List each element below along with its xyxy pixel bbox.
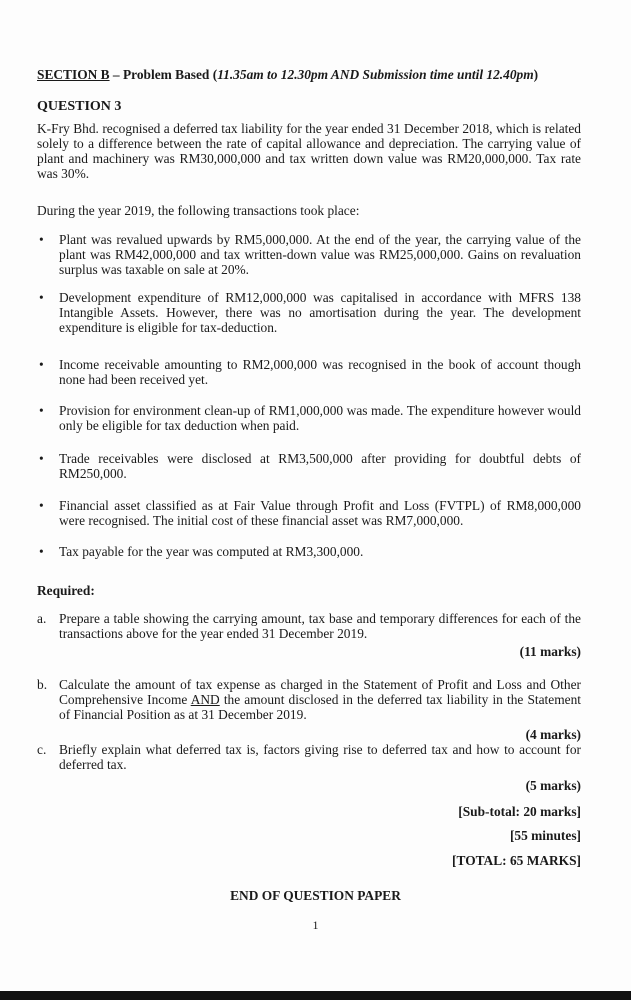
- intro-paragraph: K-Fry Bhd. recognised a deferred tax liability for the year ended 31 December 2018, which is related solely to a difference between the rate of capital allowance and depreciation. The carrying value of plant and machinery was RM30,000,000 and tax written down value was RM20,000,000. Tax rate was 30%.: [37, 121, 581, 181]
- total-marks: [TOTAL: 65 MARKS]: [452, 853, 581, 868]
- bullet-icon: •: [39, 290, 44, 305]
- during-text: During the year 2019, the following transactions took place:: [37, 203, 360, 218]
- part-b-marks: (4 marks): [525, 727, 581, 742]
- end-of-paper: END OF QUESTION PAPER: [230, 888, 401, 903]
- bullet-item: [37, 544, 581, 559]
- section-heading: [37, 67, 581, 82]
- part-text: [59, 677, 581, 722]
- bullet-text: Income receivable amounting to RM2,000,000 was recognised in the book of account though none had been received yet.: [59, 357, 581, 387]
- bullet-item: [37, 232, 581, 277]
- bottom-border-bar: [0, 991, 631, 1000]
- part-text-pre: Calculate the amount of tax expense as charged in the Statement of Profit and Loss and Other Comprehensive Income: [59, 677, 581, 707]
- page-number: 1: [312, 918, 319, 932]
- bullet-icon: •: [39, 232, 44, 247]
- part-label: a.: [37, 611, 47, 626]
- part-a: [37, 611, 581, 641]
- question-title: QUESTION 3: [37, 99, 122, 114]
- part-label: c.: [37, 742, 47, 757]
- subtotal: [Sub-total: 20 marks]: [458, 804, 581, 819]
- bullet-icon: •: [39, 403, 44, 418]
- section-timing: 11.35am to 12.30pm AND Submission time until 12.40pm: [217, 67, 534, 82]
- bullet-text: Financial asset classified as at Fair Value through Profit and Loss (FVTPL) of RM8,000,000 were recognised. The initial cost of these financial asset was RM7,000,000.: [59, 498, 581, 528]
- part-b: [37, 677, 581, 722]
- bullet-text: Plant was revalued upwards by RM5,000,000. At the end of the year, the carrying value of the plant was RM42,000,000 and tax written-down value was RM25,000,000. Gains on revaluation surplus was taxable on sale at 20%.: [59, 232, 581, 277]
- bullet-icon: •: [39, 544, 44, 559]
- part-c: [37, 742, 581, 772]
- part-c-marks: (5 marks): [525, 778, 581, 793]
- section-close: ): [533, 67, 539, 82]
- bullet-icon: •: [39, 357, 44, 372]
- duration: [55 minutes]: [509, 828, 581, 843]
- section-label: SECTION B: [37, 67, 110, 82]
- bullet-item: [37, 357, 581, 387]
- bullet-item: [37, 403, 581, 433]
- section-title: – Problem Based (: [109, 67, 218, 82]
- part-a-marks: (11 marks): [519, 644, 581, 659]
- part-text-post: the amount disclosed in the deferred tax liability in the Statement of Financial Position as at 31 December 2019.: [59, 692, 581, 722]
- bullet-icon: •: [39, 451, 44, 466]
- bullet-text: Trade receivables were disclosed at RM3,500,000 after providing for doubtful debts of RM250,000.: [59, 451, 581, 481]
- part-text-emphasis: AND: [190, 692, 220, 707]
- bullet-icon: •: [39, 498, 44, 513]
- part-label: b.: [37, 677, 48, 692]
- bullet-item: [37, 290, 581, 335]
- required-heading: Required:: [37, 583, 95, 598]
- bullet-text: Provision for environment clean-up of RM1,000,000 was made. The expenditure however would only be eligible for tax deduction when paid.: [59, 403, 581, 433]
- bullet-text: Development expenditure of RM12,000,000 was capitalised in accordance with MFRS 138 Intangible Assets. However, there was no amortisation during the year. The development expenditure is eligible for tax-deduction.: [59, 290, 581, 335]
- bullet-item: [37, 451, 581, 481]
- bullet-text: Tax payable for the year was computed at RM3,300,000.: [59, 544, 364, 559]
- part-text: Prepare a table showing the carrying amount, tax base and temporary differences for each of the transactions above for the year ended 31 December 2019.: [59, 611, 581, 641]
- bullet-item: [37, 498, 581, 528]
- part-text: Briefly explain what deferred tax is, factors giving rise to deferred tax and how to account for deferred tax.: [59, 742, 581, 772]
